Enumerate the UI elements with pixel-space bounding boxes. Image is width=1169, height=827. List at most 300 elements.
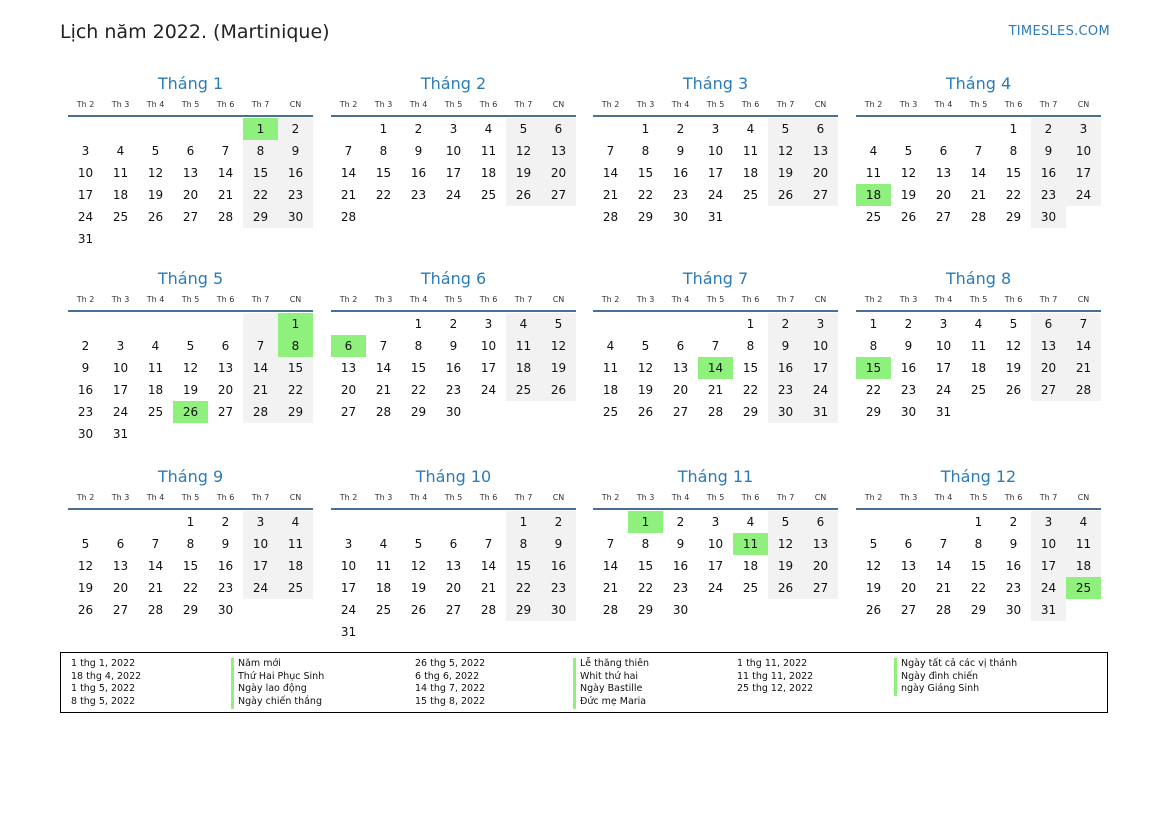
- weekday-label: Th 2: [864, 100, 883, 109]
- day-cell: 13: [900, 559, 917, 573]
- day-cell: 11: [865, 166, 882, 180]
- week-row: [68, 599, 313, 621]
- empty-day-cell: [138, 228, 173, 250]
- day-cell: 24: [340, 603, 357, 617]
- week-row: [68, 162, 313, 184]
- empty-day-cell: [803, 206, 838, 228]
- day-cell: 13: [112, 559, 129, 573]
- day-cell: 24: [707, 581, 724, 595]
- day-cell: 5: [768, 511, 803, 533]
- day-cell: 12: [768, 533, 803, 555]
- header-rule: [856, 508, 1101, 510]
- week-row: [331, 555, 576, 577]
- day-cell: 26: [865, 603, 882, 617]
- day-cell: 24: [243, 577, 278, 599]
- empty-day-cell: [961, 401, 996, 423]
- empty-day-cell: [891, 511, 926, 533]
- weekday-label: Th 5: [444, 100, 463, 109]
- weekday-label: Th 6: [216, 295, 235, 304]
- day-cell: 9: [1031, 140, 1066, 162]
- legend-names-column: [573, 658, 649, 709]
- week-row: [593, 140, 838, 162]
- empty-day-cell: [926, 511, 961, 533]
- week-row: [68, 423, 313, 445]
- weekday-label: Th 7: [251, 100, 270, 109]
- day-cell: 25: [865, 210, 882, 224]
- day-cell: 23: [900, 383, 917, 397]
- day-cell: 13: [445, 559, 462, 573]
- day-cell: 10: [707, 537, 724, 551]
- empty-day-cell: [138, 313, 173, 335]
- day-cell: 28: [602, 603, 619, 617]
- day-cell: 23: [672, 581, 689, 595]
- day-cell: 21: [243, 379, 278, 401]
- week-row: [856, 599, 1101, 621]
- empty-day-cell: [996, 401, 1031, 423]
- day-cell: 20: [541, 162, 576, 184]
- day-cell: 4: [974, 317, 983, 331]
- weekday-label: Th 4: [409, 295, 428, 304]
- day-cell: 18: [278, 555, 313, 577]
- weekday-header: [593, 292, 838, 310]
- day-cell: 23: [217, 581, 234, 595]
- weekday-label: Th 4: [146, 100, 165, 109]
- holiday-legend: [60, 652, 1108, 713]
- legend-date: 1 thg 11, 2022: [737, 658, 808, 669]
- legend-holiday-name: Ngày lao động: [231, 683, 324, 696]
- day-cell: 28: [375, 405, 392, 419]
- day-cell: 30: [77, 427, 94, 441]
- day-cell: 31: [340, 625, 357, 639]
- weekday-label: Th 6: [216, 493, 235, 502]
- day-cell: 23: [410, 188, 427, 202]
- weekday-header: [68, 292, 313, 310]
- day-cell: 5: [151, 144, 160, 158]
- day-cell: 21: [707, 383, 724, 397]
- empty-day-cell: [366, 621, 401, 643]
- empty-day-cell: [436, 511, 471, 533]
- weekday-label: Th 6: [1004, 295, 1023, 304]
- empty-day-cell: [366, 511, 401, 533]
- weekday-header: [331, 292, 576, 310]
- empty-day-cell: [138, 511, 173, 533]
- day-cell: 30: [445, 405, 462, 419]
- week-row: [68, 357, 313, 379]
- empty-day-cell: [471, 621, 506, 643]
- day-cell: 8: [641, 537, 650, 551]
- day-cell: 26: [410, 603, 427, 617]
- day-cell: 10: [1066, 140, 1101, 162]
- day-cell: 17: [445, 166, 462, 180]
- weekday-label: Th 4: [934, 100, 953, 109]
- empty-day-cell: [506, 621, 541, 643]
- weekday-label: Th 2: [601, 295, 620, 304]
- empty-day-cell: [436, 206, 471, 228]
- empty-day-cell: [733, 206, 768, 228]
- day-cell: 18: [375, 581, 392, 595]
- month-8: [856, 268, 1101, 423]
- day-cell: 31: [935, 405, 952, 419]
- day-cell: 17: [707, 559, 724, 573]
- empty-day-cell: [243, 313, 278, 335]
- day-cell: 1: [869, 317, 878, 331]
- week-row: [593, 533, 838, 555]
- week-row: [68, 118, 313, 140]
- empty-day-cell: [471, 401, 506, 423]
- weekday-label: Th 2: [601, 493, 620, 502]
- day-cell: 12: [865, 559, 882, 573]
- day-cell: 6: [904, 537, 913, 551]
- weekday-label: Th 6: [479, 493, 498, 502]
- weekday-label: CN: [814, 493, 827, 502]
- day-cell: 16: [768, 357, 803, 379]
- header-rule: [331, 115, 576, 117]
- day-cell: 5: [904, 144, 913, 158]
- week-row: [68, 533, 313, 555]
- weekday-label: Th 2: [339, 100, 358, 109]
- legend-date: 11 thg 11, 2022: [737, 670, 814, 682]
- empty-day-cell: [173, 423, 208, 445]
- header-rule: [856, 115, 1101, 117]
- day-cell: 26: [900, 210, 917, 224]
- day-cell: 7: [221, 144, 230, 158]
- month-3: [593, 73, 838, 228]
- brand-link[interactable]: TIMESLES.COM: [1008, 24, 1110, 39]
- empty-day-cell: [208, 228, 243, 250]
- weekday-header: [331, 490, 576, 508]
- legend-holiday-name: Năm mới: [231, 658, 324, 671]
- day-cell: 4: [278, 511, 313, 533]
- week-row: [331, 140, 576, 162]
- day-cell: 3: [484, 317, 493, 331]
- weekday-header: [856, 97, 1101, 115]
- empty-day-cell: [698, 599, 733, 621]
- header-rule: [68, 310, 313, 312]
- day-cell: 22: [1005, 188, 1022, 202]
- day-cell: 3: [1031, 511, 1066, 533]
- day-cell: 25: [742, 188, 759, 202]
- month-title: Tháng 12: [940, 467, 1017, 486]
- day-cell: 5: [768, 118, 803, 140]
- weekday-label: Th 5: [444, 493, 463, 502]
- empty-day-cell: [541, 206, 576, 228]
- day-cell: 19: [182, 383, 199, 397]
- day-cell: 6: [221, 339, 230, 353]
- empty-day-cell: [961, 118, 996, 140]
- day-cell: 26: [768, 184, 803, 206]
- day-cell: 15: [278, 357, 313, 379]
- day-cell: 3: [344, 537, 353, 551]
- day-cell: 2: [449, 317, 458, 331]
- day-cell: 28: [1066, 379, 1101, 401]
- day-cell: 6: [803, 118, 838, 140]
- week-row: [331, 533, 576, 555]
- weekday-label: Th 3: [111, 493, 130, 502]
- day-cell: 8: [869, 339, 878, 353]
- holiday-day-cell: 11: [733, 533, 768, 555]
- day-cell: 25: [742, 581, 759, 595]
- weekday-label: Th 2: [864, 295, 883, 304]
- day-cell: 2: [676, 515, 685, 529]
- day-cell: 26: [541, 379, 576, 401]
- day-cell: 10: [77, 166, 94, 180]
- week-row: [331, 357, 576, 379]
- empty-day-cell: [698, 313, 733, 335]
- day-cell: 20: [112, 581, 129, 595]
- day-cell: 20: [340, 383, 357, 397]
- day-cell: 10: [935, 339, 952, 353]
- day-cell: 30: [768, 401, 803, 423]
- weekday-header: [331, 97, 576, 115]
- week-row: [593, 599, 838, 621]
- empty-day-cell: [278, 599, 313, 621]
- day-cell: 18: [1066, 555, 1101, 577]
- day-cell: 24: [112, 405, 129, 419]
- day-cell: 9: [1009, 537, 1018, 551]
- day-cell: 30: [1005, 603, 1022, 617]
- day-cell: 13: [217, 361, 234, 375]
- weekday-label: CN: [552, 100, 565, 109]
- empty-day-cell: [68, 118, 103, 140]
- day-cell: 2: [1009, 515, 1018, 529]
- empty-day-cell: [68, 313, 103, 335]
- day-cell: 21: [480, 581, 497, 595]
- weekday-label: Th 7: [251, 493, 270, 502]
- day-cell: 22: [506, 577, 541, 599]
- legend-date: 6 thg 6, 2022: [415, 670, 480, 682]
- week-row: [856, 118, 1101, 140]
- day-cell: 29: [637, 210, 654, 224]
- week-row: [331, 379, 576, 401]
- empty-day-cell: [856, 118, 891, 140]
- day-cell: 22: [637, 188, 654, 202]
- day-cell: 16: [900, 361, 917, 375]
- weekday-label: Th 3: [374, 493, 393, 502]
- weekday-label: CN: [289, 100, 302, 109]
- weekday-label: Th 7: [514, 100, 533, 109]
- month-title: Tháng 1: [157, 74, 224, 93]
- weekday-label: Th 7: [1039, 295, 1058, 304]
- day-cell: 4: [869, 144, 878, 158]
- day-cell: 3: [711, 122, 720, 136]
- day-cell: 23: [1031, 184, 1066, 206]
- day-cell: 4: [116, 144, 125, 158]
- day-cell: 6: [186, 144, 195, 158]
- week-row: [68, 184, 313, 206]
- legend-names-column: [894, 658, 1017, 696]
- day-cell: 27: [672, 405, 689, 419]
- day-cell: 14: [1066, 335, 1101, 357]
- legend-holiday-name: Đức mẹ Maria: [573, 696, 649, 709]
- weekday-label: Th 7: [776, 493, 795, 502]
- weekday-label: Th 3: [636, 100, 655, 109]
- day-cell: 5: [1009, 317, 1018, 331]
- weekday-label: CN: [1077, 493, 1090, 502]
- day-cell: 9: [676, 144, 685, 158]
- day-cell: 20: [935, 188, 952, 202]
- empty-day-cell: [803, 599, 838, 621]
- day-cell: 28: [217, 210, 234, 224]
- month-1: [68, 73, 313, 250]
- weekday-label: CN: [1077, 295, 1090, 304]
- day-cell: 10: [445, 144, 462, 158]
- month-title: Tháng 5: [157, 269, 224, 288]
- empty-day-cell: [103, 511, 138, 533]
- legend-dates-column: [737, 658, 813, 696]
- weekday-label: Th 3: [899, 493, 918, 502]
- empty-day-cell: [331, 313, 366, 335]
- day-cell: 19: [637, 383, 654, 397]
- week-row: [856, 313, 1101, 335]
- weekday-label: Th 3: [636, 295, 655, 304]
- day-cell: 19: [900, 188, 917, 202]
- holiday-day-cell: 14: [698, 357, 733, 379]
- week-row: [331, 313, 576, 335]
- weekday-label: CN: [552, 295, 565, 304]
- day-cell: 4: [746, 122, 755, 136]
- day-cell: 3: [803, 313, 838, 335]
- day-cell: 9: [541, 533, 576, 555]
- day-cell: 15: [182, 559, 199, 573]
- empty-day-cell: [471, 206, 506, 228]
- day-cell: 9: [81, 361, 90, 375]
- empty-day-cell: [541, 621, 576, 643]
- empty-day-cell: [856, 511, 891, 533]
- weekday-label: Th 3: [899, 100, 918, 109]
- day-cell: 18: [112, 188, 129, 202]
- weekday-label: Th 3: [899, 295, 918, 304]
- month-6: [331, 268, 576, 423]
- day-cell: 3: [81, 144, 90, 158]
- day-cell: 29: [1005, 210, 1022, 224]
- weekday-label: Th 6: [479, 100, 498, 109]
- weekday-label: CN: [814, 100, 827, 109]
- day-cell: 10: [707, 144, 724, 158]
- day-cell: 11: [147, 361, 164, 375]
- day-cell: 21: [970, 188, 987, 202]
- day-cell: 21: [147, 581, 164, 595]
- day-cell: 6: [803, 511, 838, 533]
- day-cell: 6: [676, 339, 685, 353]
- day-cell: 20: [445, 581, 462, 595]
- day-cell: 29: [637, 603, 654, 617]
- day-cell: 23: [77, 405, 94, 419]
- weekday-label: Th 4: [934, 295, 953, 304]
- weekday-label: Th 2: [601, 100, 620, 109]
- weekday-label: Th 4: [671, 493, 690, 502]
- empty-day-cell: [208, 118, 243, 140]
- day-cell: 21: [935, 581, 952, 595]
- weekday-label: Th 2: [76, 295, 95, 304]
- day-cell: 16: [541, 555, 576, 577]
- weekday-header: [68, 490, 313, 508]
- day-cell: 23: [278, 184, 313, 206]
- holiday-day-cell: 18: [856, 184, 891, 206]
- day-cell: 18: [602, 383, 619, 397]
- day-cell: 24: [480, 383, 497, 397]
- header-rule: [593, 310, 838, 312]
- day-cell: 31: [803, 401, 838, 423]
- day-cell: 17: [480, 361, 497, 375]
- empty-day-cell: [436, 621, 471, 643]
- day-cell: 16: [410, 166, 427, 180]
- day-cell: 13: [182, 166, 199, 180]
- week-row: [593, 577, 838, 599]
- day-cell: 12: [77, 559, 94, 573]
- day-cell: 6: [1031, 313, 1066, 335]
- day-cell: 13: [541, 140, 576, 162]
- day-cell: 13: [672, 361, 689, 375]
- day-cell: 3: [939, 317, 948, 331]
- day-cell: 2: [221, 515, 230, 529]
- empty-day-cell: [1031, 401, 1066, 423]
- empty-day-cell: [103, 313, 138, 335]
- day-cell: 28: [970, 210, 987, 224]
- empty-day-cell: [1066, 206, 1101, 228]
- day-cell: 14: [602, 559, 619, 573]
- day-cell: 11: [375, 559, 392, 573]
- week-row: [593, 357, 838, 379]
- week-row: [856, 184, 1101, 206]
- day-cell: 21: [1066, 357, 1101, 379]
- day-cell: 2: [676, 122, 685, 136]
- day-cell: 29: [970, 603, 987, 617]
- week-row: [331, 206, 576, 228]
- day-cell: 16: [77, 383, 94, 397]
- day-cell: 7: [344, 144, 353, 158]
- day-cell: 2: [904, 317, 913, 331]
- week-row: [331, 162, 576, 184]
- day-cell: 25: [112, 210, 129, 224]
- day-cell: 9: [414, 144, 423, 158]
- day-cell: 4: [606, 339, 615, 353]
- empty-day-cell: [593, 511, 628, 533]
- week-row: [856, 140, 1101, 162]
- day-cell: 30: [900, 405, 917, 419]
- day-cell: 9: [278, 140, 313, 162]
- empty-day-cell: [891, 118, 926, 140]
- day-cell: 5: [186, 339, 195, 353]
- day-cell: 19: [506, 162, 541, 184]
- day-cell: 11: [506, 335, 541, 357]
- week-row: [856, 401, 1101, 423]
- legend-names-column: [231, 658, 324, 709]
- empty-day-cell: [208, 423, 243, 445]
- empty-day-cell: [243, 228, 278, 250]
- day-cell: 21: [217, 188, 234, 202]
- day-cell: 7: [379, 339, 388, 353]
- week-row: [856, 379, 1101, 401]
- day-cell: 20: [803, 162, 838, 184]
- week-row: [856, 577, 1101, 599]
- day-cell: 27: [1031, 379, 1066, 401]
- month-12: [856, 466, 1101, 621]
- month-title: Tháng 3: [682, 74, 749, 93]
- weekday-label: Th 6: [741, 295, 760, 304]
- day-cell: 12: [541, 335, 576, 357]
- day-cell: 28: [707, 405, 724, 419]
- day-cell: 1: [379, 122, 388, 136]
- day-cell: 7: [243, 335, 278, 357]
- day-cell: 22: [375, 188, 392, 202]
- day-cell: 26: [1005, 383, 1022, 397]
- empty-day-cell: [768, 599, 803, 621]
- day-cell: 17: [1066, 162, 1101, 184]
- weekday-label: Th 5: [969, 100, 988, 109]
- day-cell: 22: [278, 379, 313, 401]
- weekday-label: Th 4: [146, 295, 165, 304]
- day-cell: 12: [182, 361, 199, 375]
